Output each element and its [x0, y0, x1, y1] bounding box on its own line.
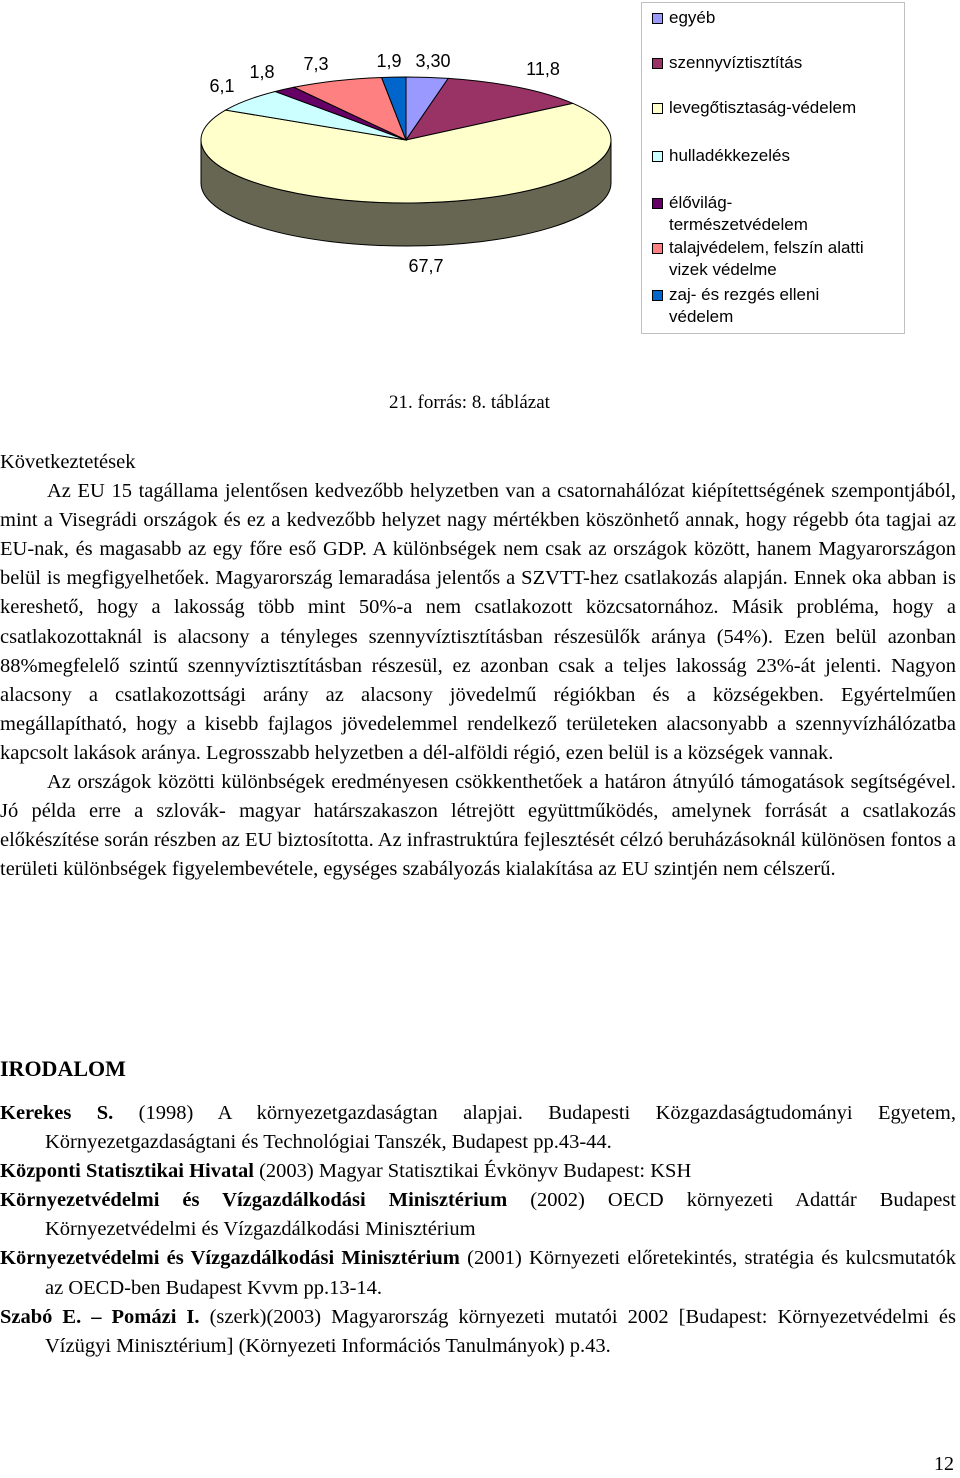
pie-chart-svg — [0, 0, 640, 345]
references-title: IRODALOM — [0, 1056, 126, 1081]
reference-author: Környezetvédelmi és Vízgazdálkodási Minisztérium — [0, 1189, 508, 1212]
reference-item — [0, 1099, 956, 1157]
data-label: 3,30 — [415, 51, 451, 71]
data-label: 11,8 — [526, 59, 560, 79]
data-label: 6,1 — [209, 76, 235, 96]
legend-swatch — [652, 13, 663, 24]
data-label: 1,8 — [249, 62, 275, 82]
legend-label: levegőtisztaság-védelem — [669, 98, 857, 117]
legend-swatch — [652, 151, 663, 162]
legend-swatch — [652, 58, 663, 69]
legend-label: egyéb — [669, 8, 716, 27]
reference-author: Szabó E. – Pomázi I. — [0, 1305, 200, 1328]
reference-author: Kerekes S. — [0, 1102, 114, 1124]
reference-text: (2002) OECD környezeti Adattár Budapest Környezetvédelmi és Vízgazdálkodási Minisztérium — [45, 1189, 957, 1241]
reference-text: (2001) Környezeti előretekintés, stratégia és kulcsmutatók az OECD-ben Budapest Kvvm pp.13-14. — [45, 1247, 956, 1299]
legend-label: zaj- és rezgés elleni védelem — [669, 285, 820, 326]
data-label: 1,9 — [376, 51, 402, 71]
figure-caption: 21. forrás: 8. táblázat — [389, 392, 550, 413]
body-text — [0, 448, 956, 884]
data-label: 7,3 — [303, 54, 329, 74]
legend-swatch — [652, 103, 663, 114]
reference-item — [0, 1186, 956, 1244]
legend-label: talajvédelem, felszín alatti vizek védelme — [669, 238, 864, 279]
legend-swatch — [652, 243, 663, 254]
legend-label: szennyvíztisztítás — [669, 53, 803, 72]
data-label: 67,7 — [408, 256, 444, 276]
reference-item — [0, 1244, 956, 1302]
page-number: 12 — [934, 1453, 954, 1475]
references-list — [0, 1099, 956, 1361]
legend-swatch — [652, 290, 663, 301]
paragraph: Az országok közötti különbségek eredményesen csökkenthetőek a határon átnyúló támogatások segítségével. Jó példa erre a szlovák- magyar határszakaszon létrejött együttműködés, amelynek forrását a csatlakozás előkészítése során részben az EU biztosította. Az infrastruktúra fejlesztését célzó beruházásoknál különösen fontos a területi különbségek figyelembevétele, egységes szabályozás kialakítása az EU szintjén nem célszerű. — [0, 771, 956, 881]
reference-item — [0, 1303, 956, 1361]
legend-swatch — [652, 198, 663, 209]
reference-item — [0, 1157, 956, 1186]
reference-text: (1998) A környezetgazdaságtan alapjai. Budapesti Közgazdaságtudományi Egyetem, Környezetgazdaságtani és Technológiai Tanszék, Budapest pp.43-44. — [45, 1102, 956, 1154]
legend-label: élővilág- természetvédelem — [669, 193, 808, 234]
reference-text: (szerk)(2003) Magyarország környezeti mutatói 2002 [Budapest: Környezetvédelmi és Vízügyi Minisztérium] (Környezeti Információs Tanulmányok) p.43. — [45, 1305, 956, 1357]
chart-legend — [641, 2, 905, 334]
section-title: Következtetések — [0, 451, 136, 473]
pie-chart — [0, 0, 960, 345]
reference-author: Környezetvédelmi és Vízgazdálkodási Minisztérium — [0, 1247, 460, 1270]
reference-author: Központi Statisztikai Hivatal — [0, 1160, 254, 1183]
paragraph: Az EU 15 tagállama jelentősen kedvezőbb helyzetben van a csatornahálózat kiépítettségének szempontjából, mint a Visegrádi országok és ez a kedvezőbb helyzet nagy mértékben köszönhető annak, hogy régebb óta tagjai az EU-nak, és magasabb az egy főre eső GDP. A különbségek nem csak az országok között, hanem Magyarországon belül is megfigyelhetőek. Magyarország lemaradása jelentős a SZVTT-hez csatlakozás alapján. Ennek oka abban is kereshető, hogy a lakosság több mint 50%-a nem csatlakozott közcsatornához. Másik probléma, hogy a csatlakozottaknál is alacsony a tényleges szennyvíztisztításban részesülők aránya (54%). Ezen belül azonban 88%megfelelő szintű szennyvíztisztításban részesül, ez azonban csak a teljes lakosság 23%-át jelenti. Nagyon alacsony a csatlakozottsági arány az alacsony jövedelmű régiókban és a községekben. Egyértelműen megállapítható, hogy a kisebb fajlagos jövedelemmel rendelkező területeken alacsonyabb a szennyvízhálózatba kapcsolt lakások aránya. Legrosszabb helyzetben a dél-alföldi régió, ezen belül is a községek vannak. — [0, 480, 956, 764]
legend-label: hulladékkezelés — [669, 146, 790, 165]
reference-text: (2003) Magyar Statisztikai Évkönyv Budapest: KSH — [253, 1160, 692, 1183]
